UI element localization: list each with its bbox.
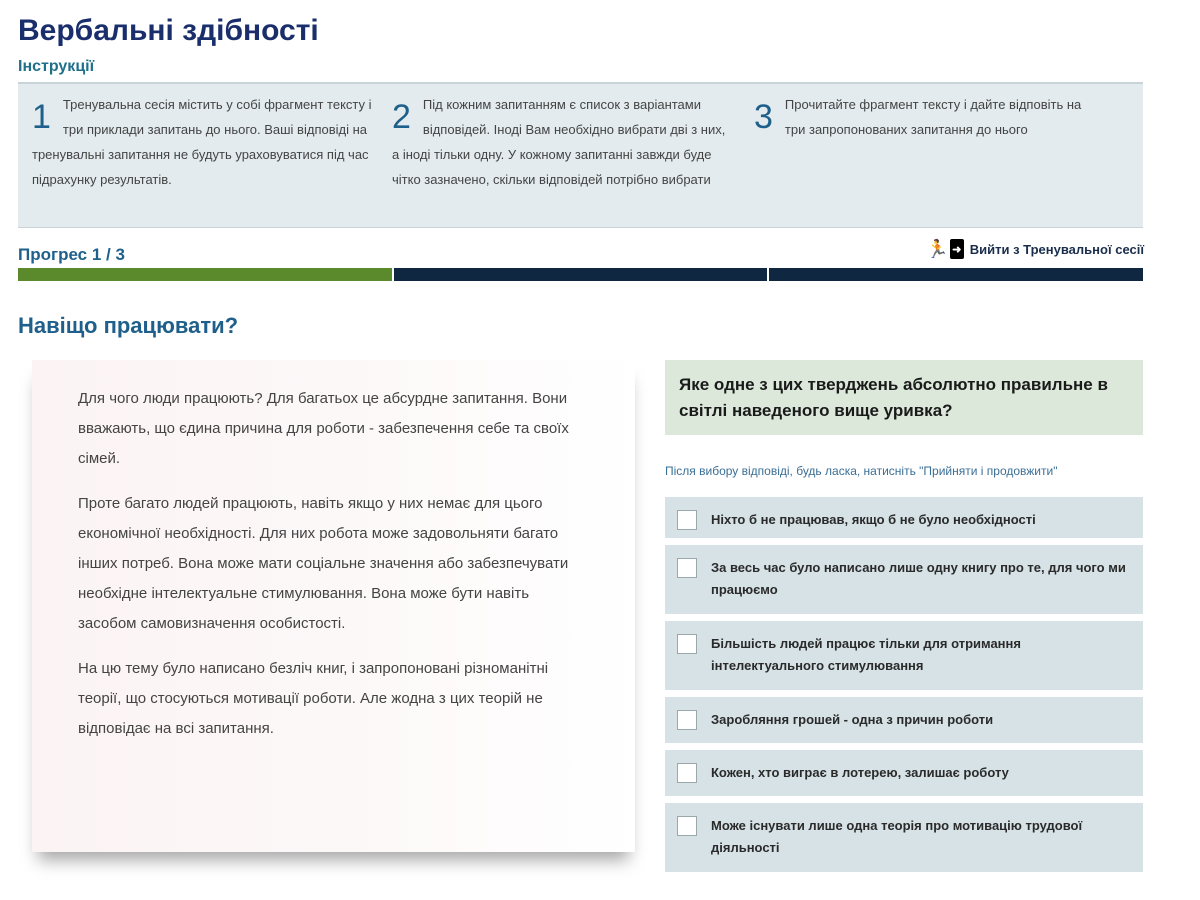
exit-session-button[interactable] xyxy=(926,236,1144,262)
step-number: 3 xyxy=(754,98,773,136)
answer-option-label: Може існувати лише одна теорія про мотивацію трудової діяльності xyxy=(711,818,1083,855)
step-text: Тренувальна сесія містить у собі фрагмент тексту і три приклади запитань до нього. Ваші відповіді на тренувальні запитання не будуть ураховуватися під час підрахунку результатів. xyxy=(32,97,372,187)
question-hint: Після вибору відповіді, будь ласка, натисніть "Прийняти і продовжити" xyxy=(665,464,1058,478)
checkbox[interactable] xyxy=(677,634,697,654)
section-title: Навіщо працювати? xyxy=(18,313,239,338)
answer-option[interactable] xyxy=(665,545,1143,614)
instruction-step-1 xyxy=(32,92,382,192)
answer-option-label: Заробляння грошей - одна з причин роботи xyxy=(711,712,994,727)
progress-segment xyxy=(18,268,392,281)
answer-option[interactable] xyxy=(665,697,1143,743)
passage-card xyxy=(32,360,635,852)
answer-option-label: За весь час було написано лише одну книгу про те, для чого ми працюємо xyxy=(711,560,1126,597)
answer-option[interactable] xyxy=(665,497,1143,538)
checkbox[interactable] xyxy=(677,710,697,730)
answer-option-label: Більшість людей працює тільки для отримання інтелектуального стимулювання xyxy=(711,636,1021,673)
answer-option[interactable] xyxy=(665,750,1143,796)
passage-paragraph: Проте багато людей працюють, навіть якщо у них немає для цього економічної необхідності. Для них робота може задовольняти багато інших потреб. Вона може мати соціальне значення або забезпечувати необхідне інтелектуальне стимулювання. Вона може бути навіть засобом самовизначення особистості. xyxy=(78,495,569,632)
answer-option[interactable] xyxy=(665,621,1143,690)
instructions-panel xyxy=(18,82,1143,228)
checkbox[interactable] xyxy=(677,510,697,530)
checkbox[interactable] xyxy=(677,816,697,836)
checkbox[interactable] xyxy=(677,558,697,578)
question-text: Яке одне з цих тверджень абсолютно правильне в світлі наведеного вище уривка? xyxy=(665,360,1143,435)
passage-paragraph: На цю тему було написано безліч книг, і запропоновані різноманітні теорії, що стосуються мотивації роботи. Але жодна з цих теорій не відповідає на всі запитання. xyxy=(78,660,549,737)
step-number: 1 xyxy=(32,98,51,136)
page-title: Вербальні здібності xyxy=(18,14,319,47)
checkbox[interactable] xyxy=(677,763,697,783)
answer-option-label: Ніхто б не працював, якщо б не було необхідності xyxy=(711,512,1036,527)
step-text: Прочитайте фрагмент тексту і дайте відповіть на три запропонованих запитання до нього xyxy=(784,97,1082,137)
passage-paragraph: Для чого люди працюють? Для багатьох це абсурдне запитання. Вони вважають, що єдина причина для роботи - забезпечення себе та своїх сімей. xyxy=(78,390,569,467)
instructions-label: Інструкції xyxy=(18,58,95,75)
progress-label: Прогрес 1 / 3 xyxy=(18,245,125,264)
answer-option-label: Кожен, хто виграє в лотерею, залишає роботу xyxy=(711,765,1009,780)
progress-segment xyxy=(769,268,1143,281)
answer-option[interactable] xyxy=(665,803,1143,872)
instruction-step-3 xyxy=(754,92,1094,142)
answer-options xyxy=(665,497,1143,879)
progress-bar xyxy=(18,268,1143,281)
step-number: 2 xyxy=(392,98,411,136)
instruction-step-2 xyxy=(392,92,732,192)
step-text: Під кожним запитанням є список з варіантами відповідей. Іноді Вам необхідно вибрати дві з них, а іноді тільки одну. У кожному запитанні завжди буде чітко зазначено, скільки відповідей потрібно вибрати xyxy=(392,97,726,187)
progress-segment xyxy=(394,268,768,281)
exit-label: Вийти з Тренувальної сесії xyxy=(969,241,1144,257)
exit-running-person-icon: 🏃 ➜ xyxy=(926,239,963,259)
